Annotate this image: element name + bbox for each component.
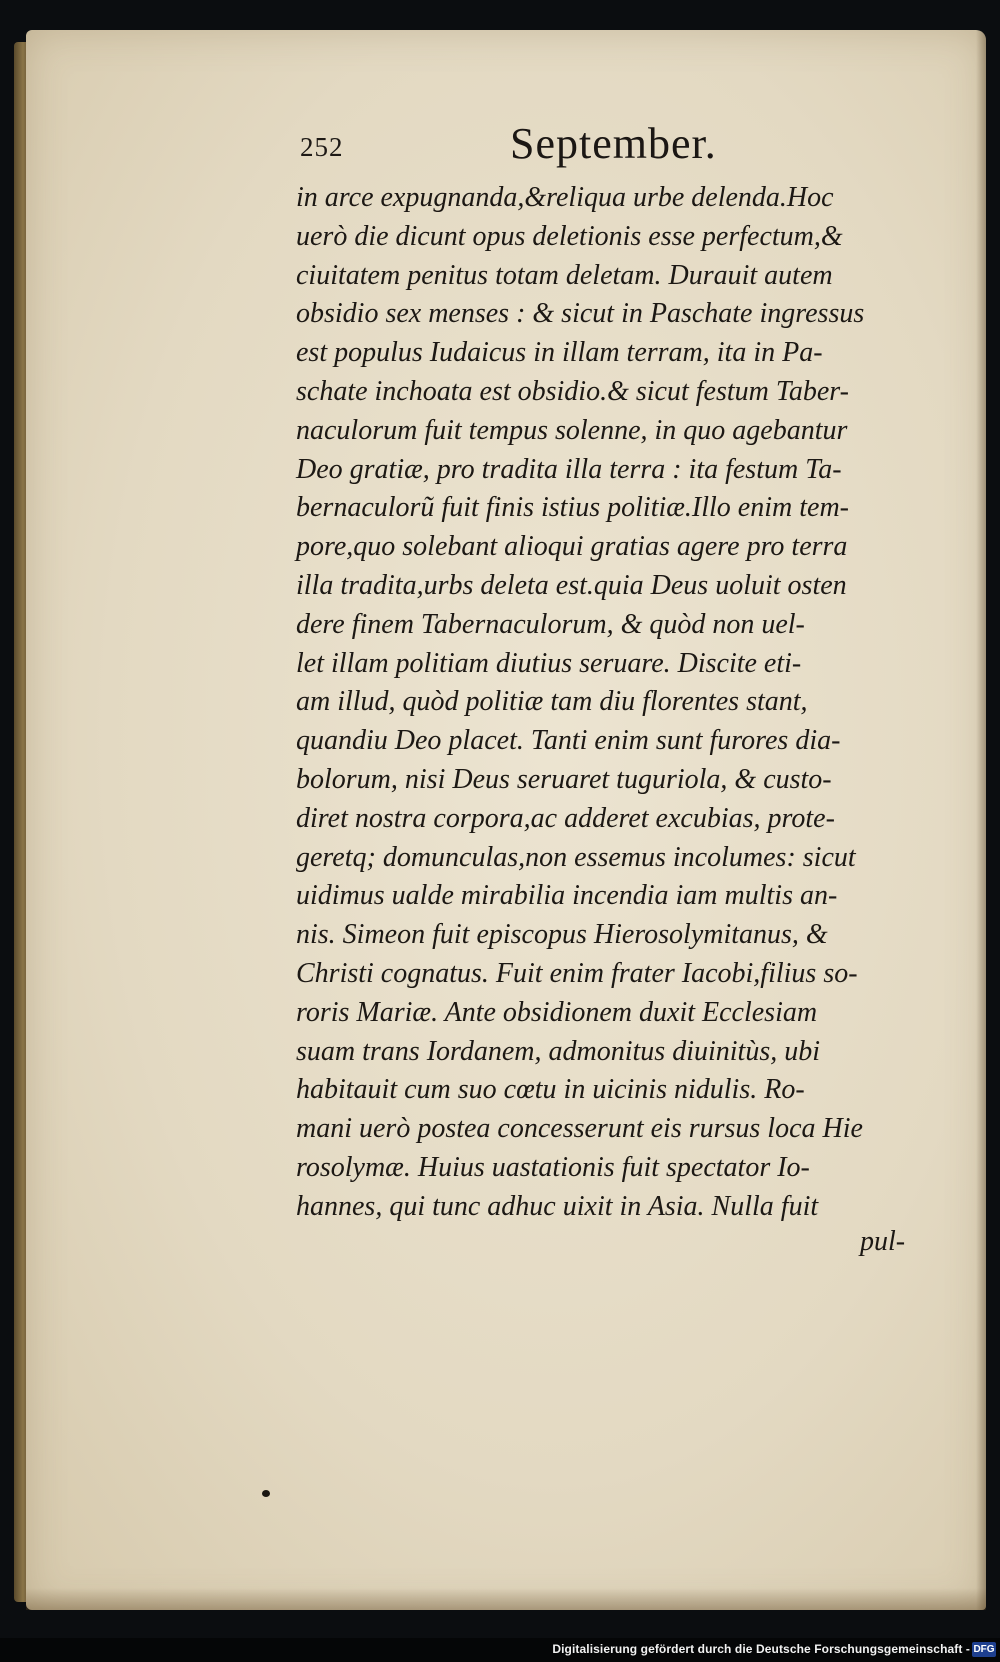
text-line: roris Mariæ. Ante obsidionem duxit Ecclesiam xyxy=(296,996,818,1028)
ink-speck xyxy=(262,1490,270,1497)
text-line: ciuitatem penitus totam deletam. Durauit autem xyxy=(296,259,833,291)
text-line: bernaculorũ fuit finis istius politiæ.Illo enim tem- xyxy=(296,492,849,524)
text-line: quandiu Deo placet. Tanti enim sunt furores dia- xyxy=(296,725,841,757)
text-line: obsidio sex menses : & sicut in Paschate ingressus xyxy=(296,298,865,330)
text-line: bolorum, nisi Deus seruaret tuguriola, & custo- xyxy=(296,764,832,795)
text-line: hannes, qui tunc adhuc uixit in Asia. Nulla fuit xyxy=(296,1190,819,1222)
page-header xyxy=(300,118,740,174)
text-line: am illud, quòd politiæ tam diu florentes stant, xyxy=(296,686,808,718)
page-edge-right xyxy=(976,30,986,1610)
text-line: habitauit cum suo cœtu in uicinis nidulis. Ro- xyxy=(296,1074,805,1106)
text-line: let illam politiam diutius seruare. Discite eti- xyxy=(296,647,802,679)
page-number: 252 xyxy=(300,132,344,162)
running-head: September. xyxy=(510,119,717,168)
text-line: est populus Iudaicus in illam terram, ita in Pa- xyxy=(296,337,823,369)
body-text xyxy=(296,180,936,1300)
page-edge-bottom xyxy=(26,1588,986,1610)
digitization-credit: Digitalisierung gefördert durch die Deutsche Forschungsgemeinschaft - xyxy=(552,1642,970,1656)
text-line: suam trans Iordanem, admonitus diuinitùs, ubi xyxy=(296,1035,820,1067)
footer-bar xyxy=(0,1638,1000,1662)
text-line: naculorum fuit tempus solenne, in quo agebantur xyxy=(296,414,848,446)
text-line: diret nostra corpora,ac adderet excubias, prote- xyxy=(296,802,835,834)
text-line: illa tradita,urbs deleta est.quia Deus uoluit osten xyxy=(296,570,847,601)
text-line: rosolymæ. Huius uastationis fuit spectator Io- xyxy=(296,1152,810,1183)
text-line: Christi cognatus. Fuit enim frater Iacobi,filius so- xyxy=(296,958,858,989)
text-line: geretq; domunculas,non essemus incolumes: sicut xyxy=(296,841,856,873)
text-line: schate inchoata est obsidio.& sicut festum Taber- xyxy=(296,376,849,407)
text-line: pore,quo solebant alioqui gratias agere pro terra xyxy=(296,531,848,563)
text-line: Deo gratiæ, pro tradita illa terra : ita festum Ta- xyxy=(296,453,842,485)
text-line: dere finem Tabernaculorum, & quòd non uel- xyxy=(296,608,805,640)
text-line: in arce expugnanda,&reliqua urbe delenda.Hoc xyxy=(296,182,834,213)
catchword: pul- xyxy=(860,1226,906,1257)
text-line: uerò die dicunt opus deletionis esse perfectum,& xyxy=(296,220,843,252)
text-line: uidimus ualde mirabilia incendia iam multis an- xyxy=(296,880,838,912)
text-line: nis. Simeon fuit episcopus Hierosolymitanus, & xyxy=(296,919,828,951)
text-line: mani uerò postea concesserunt eis rursus loca Hie xyxy=(296,1113,863,1145)
dfg-logo: DFG xyxy=(973,1644,995,1655)
